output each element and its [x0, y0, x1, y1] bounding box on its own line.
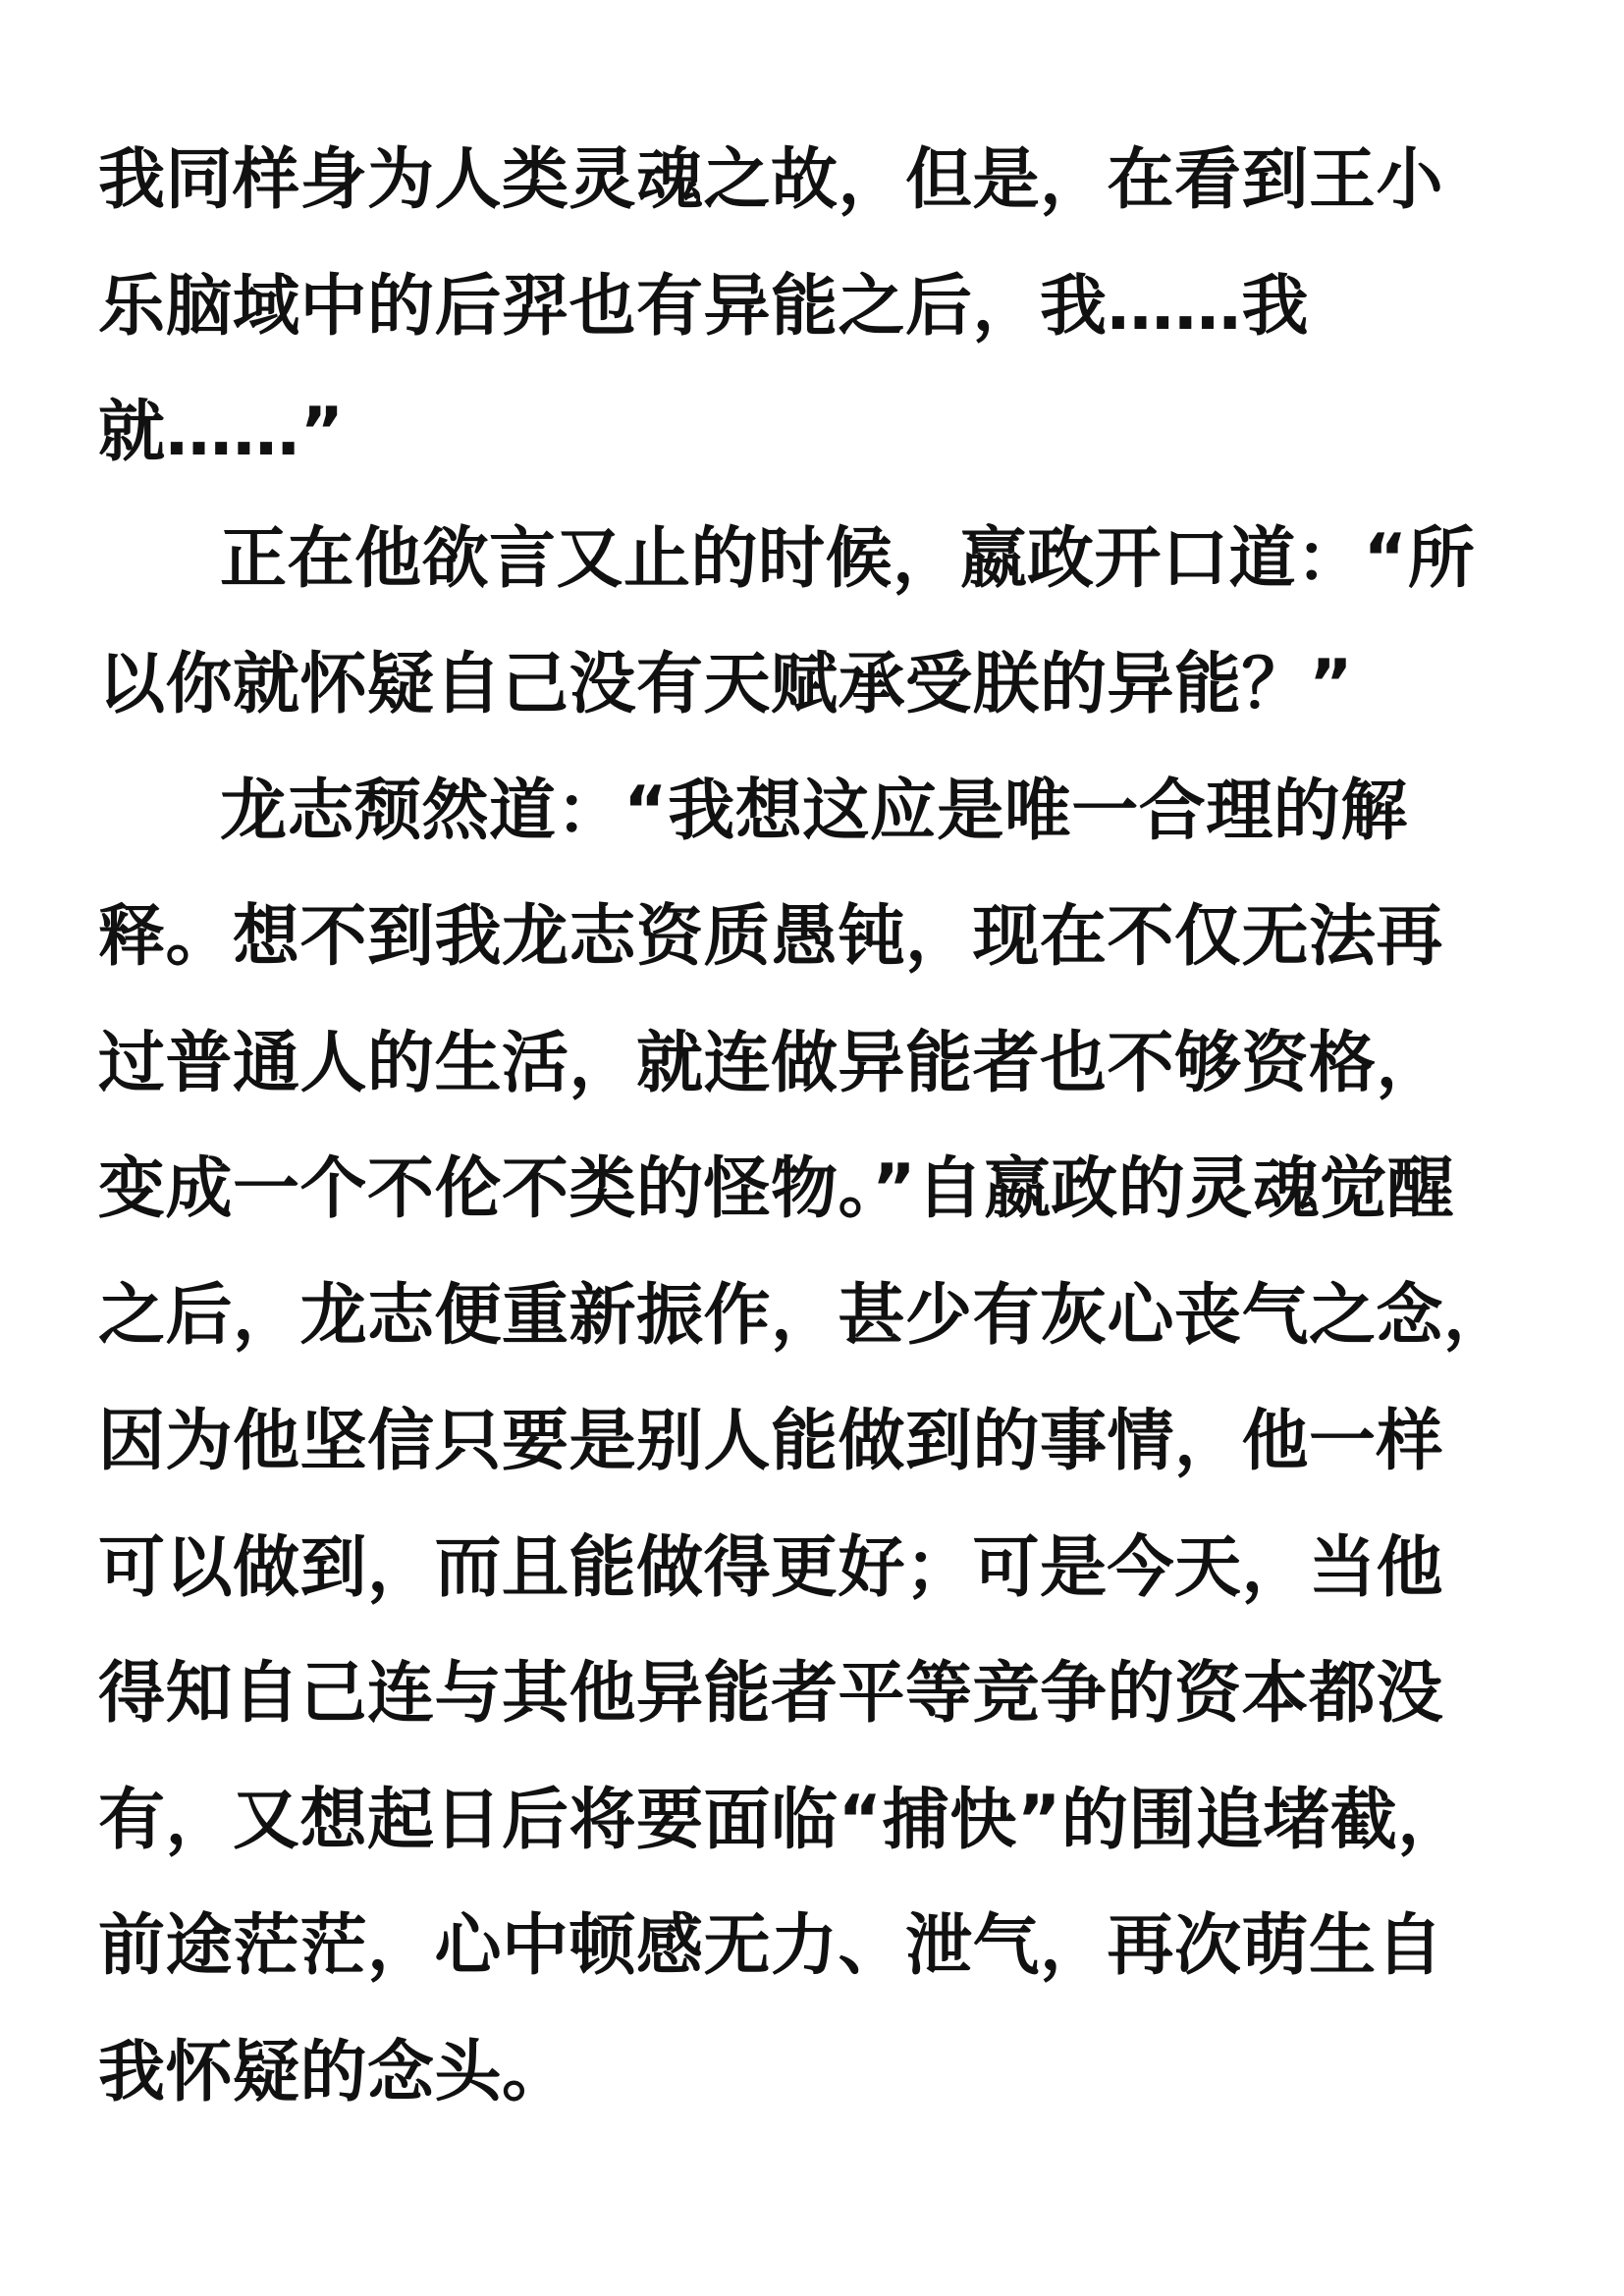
text-line: 我同样身为人类灵魂之故，但是，在看到王小 — [98, 141, 1444, 219]
text-line: 前途茫茫，心中顿感无力、泄气，再次萌生自 — [98, 1907, 1444, 1985]
text-line: 就……” — [98, 394, 345, 471]
text-line: 变成一个不伦不类的怪物。”自嬴政的灵魂觉醒 — [98, 1150, 1455, 1228]
text-line: 乐脑域中的后羿也有异能之后，我……我 — [98, 267, 1310, 346]
text-line: 有，又想起日后将要面临“捕快”的围追堵截， — [98, 1781, 1465, 1859]
text-line: 过普通人的生活，就连做异能者也不够资格， — [98, 1024, 1444, 1102]
paragraph-first-line: 正在他欲言又止的时候，嬴政开口道：“所 — [220, 519, 1476, 598]
body-text — [98, 118, 1532, 2136]
text-line: 我怀疑的念头。 — [98, 2033, 569, 2111]
paragraph-first-line: 龙志颓然道：“我想这应是唯一合理的解 — [220, 772, 1408, 850]
text-line: 因为他坚信只要是别人能做到的事情，他一样 — [98, 1403, 1444, 1480]
text-line: 以你就怀疑自己没有天赋承受朕的异能？” — [98, 646, 1354, 723]
text-line: 可以做到，而且能做得更好；可是今天，当他 — [98, 1528, 1444, 1607]
text-line: 得知自己连与其他异能者平等竞争的资本都没 — [98, 1655, 1444, 1733]
text-line: 之后，龙志便重新振作，甚少有灰心丧气之念， — [98, 1276, 1511, 1355]
text-line: 释。想不到我龙志资质愚钝，现在不仅无法再 — [98, 898, 1444, 976]
